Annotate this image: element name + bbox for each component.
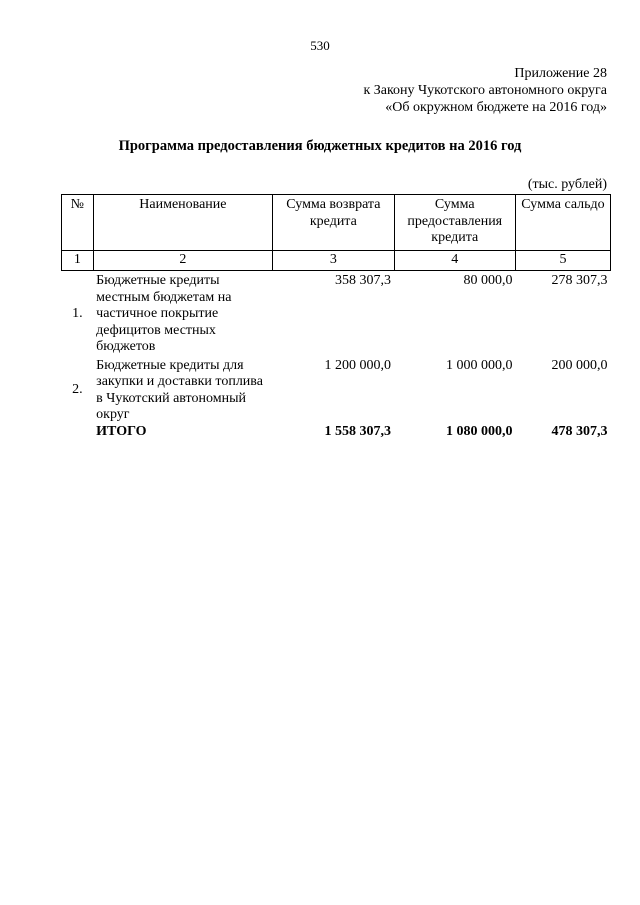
row-provision-amount: 80 000,0 xyxy=(463,273,513,288)
row-number: 2. xyxy=(72,382,83,398)
column-number: 5 xyxy=(515,250,610,271)
credits-table xyxy=(61,194,611,440)
total-saldo-amount: 478 307,3 xyxy=(551,423,608,439)
total-number-cell xyxy=(62,424,94,441)
column-number: 4 xyxy=(394,250,515,271)
header-return-amount: Сумма возврата кредита xyxy=(273,195,394,251)
header-saldo-amount: Сумма сальдо xyxy=(515,195,610,251)
column-number: 2 xyxy=(93,250,272,271)
total-row xyxy=(62,424,611,441)
appendix-line-2: к Закону Чукотского автономного округа xyxy=(363,83,607,98)
appendix-line-3: «Об окружном бюджете на 2016 год» xyxy=(385,100,607,115)
column-number: 3 xyxy=(273,250,394,271)
row-number: 1. xyxy=(72,306,83,321)
appendix-header xyxy=(363,65,607,116)
total-return-amount: 1 558 307,3 xyxy=(324,423,392,439)
units-label: (тыс. рублей) xyxy=(527,177,607,192)
header-provision-amount: Сумма предоставления кредита xyxy=(394,195,515,251)
row-name: Бюджетные кредиты для закупки и доставки топлива в Чукотский автономный округ xyxy=(96,357,263,422)
row-saldo-amount: 278 307,3 xyxy=(551,273,608,288)
total-provision-amount: 1 080 000,0 xyxy=(445,423,513,439)
row-provision-amount: 1 000 000,0 xyxy=(445,357,513,373)
page-number: 530 xyxy=(310,38,330,53)
appendix-line-1: Приложение 28 xyxy=(514,66,607,81)
table-header-row xyxy=(62,195,611,251)
row-name: Бюджетные кредиты местным бюджетам на частичное покрытие дефицитов местных бюджетов xyxy=(96,273,232,354)
header-number: № xyxy=(62,195,94,251)
column-numbers-row xyxy=(62,250,611,271)
row-return-amount: 1 200 000,0 xyxy=(324,357,392,373)
document-title: Программа предоставления бюджетных кредитов на 2016 год xyxy=(118,138,522,154)
table-row xyxy=(62,356,611,424)
table-row xyxy=(62,271,611,356)
column-number: 1 xyxy=(62,250,94,271)
row-return-amount: 358 307,3 xyxy=(335,273,392,288)
total-label: ИТОГО xyxy=(96,423,147,439)
row-saldo-amount: 200 000,0 xyxy=(551,357,608,373)
header-name: Наименование xyxy=(93,195,272,251)
